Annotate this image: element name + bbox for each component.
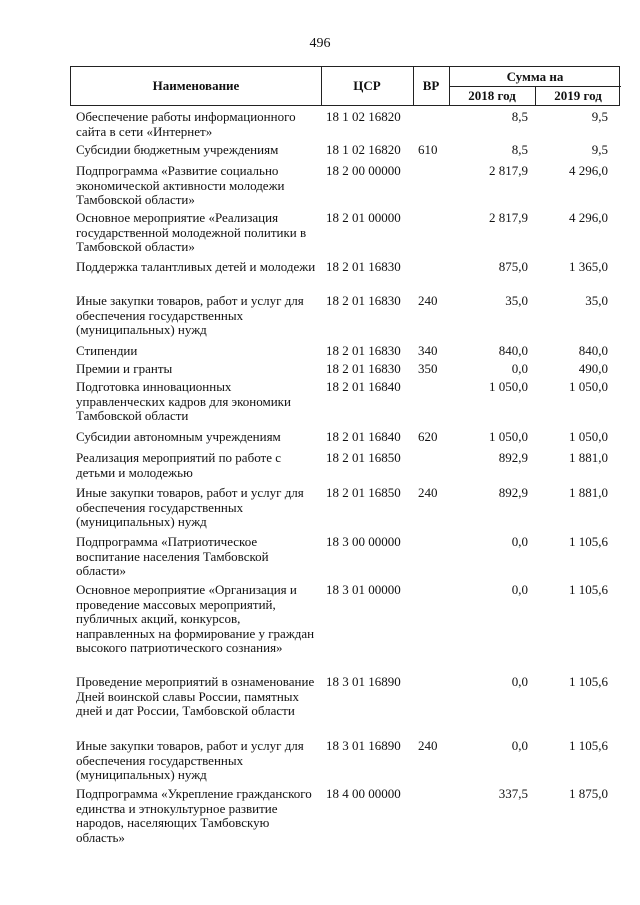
row-name: Основное мероприятие «Организация и проведение массовых мероприятий, публичных акций, конкурсов, направленных на формирование у граждан высокого патриотического сознания» (76, 582, 315, 655)
row-2018: 892,9 (498, 450, 528, 465)
row-2019: 9,5 (591, 109, 608, 124)
header-csr: ЦСР (353, 78, 381, 93)
header-name: Наименование (152, 78, 240, 93)
row-csr: 18 2 01 16830 (326, 293, 401, 308)
row-csr: 18 2 01 16840 (326, 379, 401, 394)
row-csr: 18 1 02 16820 (326, 109, 401, 124)
row-2019: 1 105,6 (569, 674, 608, 689)
row-2019: 1 365,0 (569, 259, 608, 274)
row-2019: 1 105,6 (569, 582, 608, 597)
row-csr: 18 2 01 16830 (326, 259, 401, 274)
row-2018: 2 817,9 (489, 163, 528, 178)
row-2018: 0,0 (511, 582, 528, 597)
row-2018: 337,5 (498, 786, 528, 801)
row-2019: 35,0 (585, 293, 608, 308)
row-2018: 1 050,0 (489, 379, 528, 394)
row-csr: 18 2 01 16850 (326, 450, 401, 465)
row-csr: 18 3 01 16890 (326, 674, 401, 689)
row-name: Подготовка инновационных управленческих кадров для экономики Тамбовской области (76, 379, 291, 423)
row-name: Иные закупки товаров, работ и услуг для обеспечения государственных (муниципальных) нужд (76, 738, 304, 782)
row-name: Субсидии автономным учреждениям (76, 429, 281, 444)
row-name: Проведение мероприятий в ознаменование Дней воинской славы России, памятных дней и дат России, Тамбовской области (76, 674, 315, 718)
row-vr: 240 (418, 293, 438, 308)
row-2018: 1 050,0 (489, 429, 528, 444)
row-csr: 18 3 00 00000 (326, 534, 401, 549)
row-csr: 18 3 01 16890 (326, 738, 401, 753)
row-name: Обеспечение работы информационного сайта в сети «Интернет» (76, 109, 296, 139)
row-2018: 2 817,9 (489, 210, 528, 225)
row-2019: 490,0 (578, 361, 608, 376)
row-name: Иные закупки товаров, работ и услуг для обеспечения государственных (муниципальных) нужд (76, 485, 304, 529)
page-number: 496 (309, 36, 331, 51)
header-vr: ВР (422, 78, 440, 93)
row-vr: 240 (418, 738, 438, 753)
header-year-2018: 2018 год (468, 88, 516, 103)
table-header (70, 66, 620, 106)
row-name: Подпрограмма «Патриотическое воспитание населения Тамбовской области» (76, 534, 269, 578)
row-name: Реализация мероприятий по работе с детьми и молодежью (76, 450, 281, 480)
row-name: Основное мероприятие «Реализация государственной молодежной политики в Тамбовской области» (76, 210, 307, 254)
row-2019: 1 050,0 (569, 379, 608, 394)
row-csr: 18 2 01 16850 (326, 485, 401, 500)
row-vr: 340 (418, 343, 438, 358)
row-csr: 18 2 01 16840 (326, 429, 401, 444)
row-2019: 1 881,0 (569, 450, 608, 465)
row-2018: 0,0 (511, 534, 528, 549)
row-2018: 892,9 (498, 485, 528, 500)
row-2019: 4 296,0 (569, 210, 608, 225)
row-csr: 18 3 01 00000 (326, 582, 401, 597)
header-year-2019: 2019 год (554, 88, 602, 103)
row-name: Премии и гранты (76, 361, 173, 376)
row-2018: 8,5 (511, 142, 528, 157)
row-name: Поддержка талантливых детей и молодежи (76, 259, 316, 274)
row-vr: 620 (418, 429, 438, 444)
row-vr: 240 (418, 485, 438, 500)
row-vr: 610 (418, 142, 438, 157)
row-name: Подпрограмма «Развитие социально экономической активности молодежи Тамбовской области» (76, 163, 285, 207)
row-2019: 1 881,0 (569, 485, 608, 500)
row-csr: 18 4 00 00000 (326, 786, 401, 801)
row-2019: 1 105,6 (569, 534, 608, 549)
row-2019: 1 875,0 (569, 786, 608, 801)
header-sum: Сумма на (506, 69, 564, 84)
row-csr: 18 2 01 16830 (326, 343, 401, 358)
row-name: Подпрограмма «Укрепление гражданского единства и этнокультурное развитие народов, населяющих Тамбовскую область» (76, 786, 312, 845)
row-2018: 840,0 (498, 343, 528, 358)
row-csr: 18 2 01 00000 (326, 210, 401, 225)
row-name: Стипендии (76, 343, 138, 358)
row-2018: 8,5 (511, 109, 528, 124)
row-2018: 35,0 (505, 293, 528, 308)
row-2018: 0,0 (511, 738, 528, 753)
row-2019: 9,5 (591, 142, 608, 157)
row-2019: 4 296,0 (569, 163, 608, 178)
row-name: Субсидии бюджетным учреждениям (76, 142, 279, 157)
row-csr: 18 2 00 00000 (326, 163, 401, 178)
row-2019: 1 050,0 (569, 429, 608, 444)
row-name: Иные закупки товаров, работ и услуг для обеспечения государственных (муниципальных) нужд (76, 293, 304, 337)
row-2018: 0,0 (511, 361, 528, 376)
row-2019: 1 105,6 (569, 738, 608, 753)
row-vr: 350 (418, 361, 438, 376)
row-2018: 875,0 (498, 259, 528, 274)
row-csr: 18 2 01 16830 (326, 361, 401, 376)
row-2019: 840,0 (578, 343, 608, 358)
row-csr: 18 1 02 16820 (326, 142, 401, 157)
row-2018: 0,0 (511, 674, 528, 689)
